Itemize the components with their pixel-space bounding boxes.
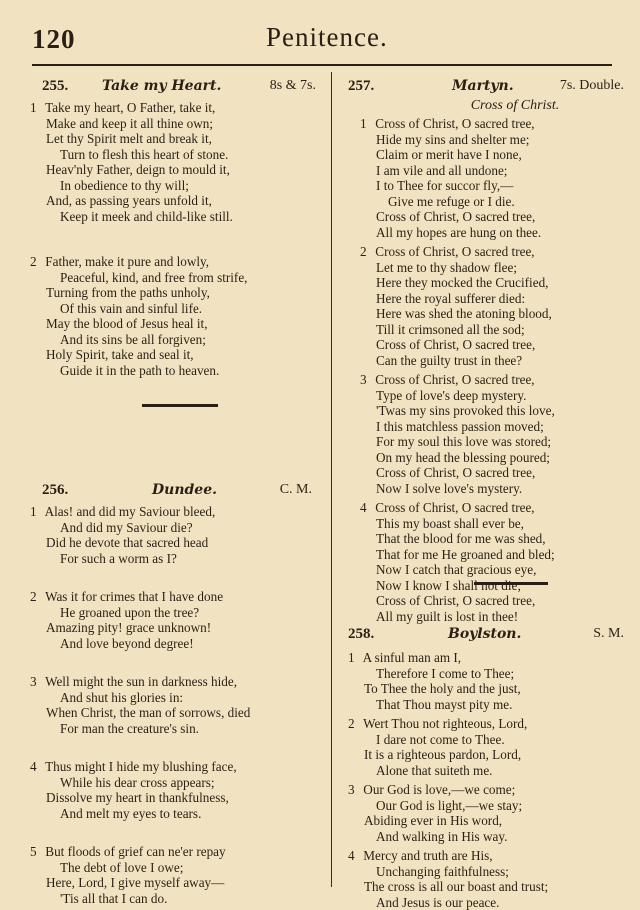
verse-number: 1 xyxy=(348,650,355,665)
hymn-separator xyxy=(142,404,218,407)
verse-line: Father, make it pure and lowly, xyxy=(45,254,210,269)
hymn-heading xyxy=(344,626,626,646)
verse-number: 2 xyxy=(348,716,355,731)
verse-line: When Christ, the man of sorrows, died xyxy=(46,705,251,720)
verse-line: Well might the sun in darkness hide, xyxy=(45,674,238,689)
verse-line: Unchanging faithfulness; xyxy=(376,863,509,879)
verse-line: The debt of love I owe; xyxy=(60,859,184,875)
verse-line: Type of love's deep mystery. xyxy=(376,387,527,403)
hymn-heading xyxy=(30,78,322,98)
verse-line: For man the creature's sin. xyxy=(60,720,199,736)
verse-line: And shut his glories in: xyxy=(60,689,184,705)
hymn-tune: Take my Heart. xyxy=(102,78,222,94)
page-number: 120 xyxy=(32,24,76,54)
verse-line: In obedience to thy will; xyxy=(60,177,189,193)
hymn-tune: Martyn. xyxy=(452,78,514,94)
verse-line: 'Twas my sins provoked this love, xyxy=(376,403,555,418)
verse-line: I this matchless passion moved; xyxy=(376,418,544,434)
verse-line: Now I solve love's mystery. xyxy=(376,480,523,496)
verse-line: Cross of Christ, O sacred tree, xyxy=(376,209,536,224)
verse-line: On my head the blessing poured; xyxy=(376,449,550,465)
verse-line: Holy Spirit, take and seal it, xyxy=(46,347,194,362)
verse-number: 4 xyxy=(348,848,355,863)
verse xyxy=(30,844,322,906)
verse xyxy=(344,500,626,624)
verse-number: 2 xyxy=(30,254,37,269)
verse xyxy=(30,589,322,651)
verse-line: Here they mocked the Crucified, xyxy=(376,275,549,290)
verse-line: Hide my sins and shelter me; xyxy=(376,131,530,147)
verse-line: Heav'nly Father, deign to mould it, xyxy=(46,162,230,177)
verse-line: He groaned upon the tree? xyxy=(60,604,200,620)
verse-line: Did he devote that sacred head xyxy=(46,535,209,550)
verse-line: Turn to flesh this heart of stone. xyxy=(60,146,229,162)
verse-line: Peaceful, kind, and free from strife, xyxy=(60,269,248,285)
verse-line: Let me to thy shadow flee; xyxy=(376,259,517,275)
verse-line: Dissolve my heart in thankfulness, xyxy=(46,790,229,805)
verse xyxy=(344,848,626,910)
verse-line: And walking in His way. xyxy=(376,828,508,844)
verse-line: Can the guilty trust in thee? xyxy=(376,352,523,368)
verse xyxy=(344,716,626,778)
verse-line: Give me refuge or I die. xyxy=(388,193,515,209)
verse-line: Alone that suiteth me. xyxy=(376,762,493,778)
verse-line: For such a worm as I? xyxy=(60,550,177,566)
verse-line: Cross of Christ, O sacred tree, xyxy=(375,500,535,515)
verse xyxy=(30,100,322,224)
verse-line: Mercy and truth are His, xyxy=(363,848,493,863)
verse-line: Was it for crimes that I have done xyxy=(45,589,224,604)
hymn-heading xyxy=(30,482,322,502)
verse-number: 1 xyxy=(30,100,37,115)
header-rule xyxy=(32,64,612,66)
verse xyxy=(344,116,626,240)
verse-line: Till it crimsoned all the sod; xyxy=(376,321,525,337)
verse-line: All my hopes are hung on thee. xyxy=(376,224,542,240)
verse-number: 3 xyxy=(30,674,37,689)
verse-line: Cross of Christ, O sacred tree, xyxy=(376,465,536,480)
verse-line: And did my Saviour die? xyxy=(60,519,193,535)
verse-line: Keep it meek and child-like still. xyxy=(60,208,233,224)
verse-line: Cross of Christ, O sacred tree, xyxy=(376,593,536,608)
verse-number: 4 xyxy=(360,500,367,515)
hymn-tune: Dundee. xyxy=(152,482,217,498)
verse-line: I to Thee for succor fly,— xyxy=(376,178,514,193)
verse-line: And its sins be all forgiven; xyxy=(60,331,206,347)
verse-line: Cross of Christ, O sacred tree, xyxy=(376,337,536,352)
verse-line: The cross is all our boast and trust; xyxy=(364,879,549,894)
verse xyxy=(30,254,322,378)
verse-number: 4 xyxy=(30,759,37,774)
verse-line: This my boast shall ever be, xyxy=(376,515,524,531)
verse-line: Now I know I shall not die; xyxy=(376,577,522,593)
verse xyxy=(30,759,322,821)
verse xyxy=(30,504,322,566)
verse-line: 'Tis all that I can do. xyxy=(60,890,168,906)
verse-line: While his dear cross appears; xyxy=(60,774,215,790)
verse-line: Therefore I come to Thee; xyxy=(376,665,515,681)
verse-line: Cross of Christ, O sacred tree, xyxy=(375,116,535,131)
verse-line: That for me He groaned and bled; xyxy=(376,546,555,562)
column-divider xyxy=(331,72,332,887)
hymn-256 xyxy=(30,482,322,906)
verse-number: 1 xyxy=(30,504,37,519)
verse-line: All my guilt is lost in thee! xyxy=(376,608,519,624)
verse-number: 2 xyxy=(360,244,367,259)
hymn-separator xyxy=(474,582,548,585)
verse-line: Our God is light,—we stay; xyxy=(376,797,523,813)
verse-line: And Jesus is our peace. xyxy=(376,894,500,910)
verse xyxy=(344,650,626,712)
verse-number: 2 xyxy=(30,589,37,604)
verse-line: That the blood for me was shed, xyxy=(376,531,546,546)
page-title: Penitence. xyxy=(266,22,388,52)
verse-line: And love beyond degree! xyxy=(60,635,194,651)
verse-number: 3 xyxy=(360,372,367,387)
verse-line: Of this vain and sinful life. xyxy=(60,300,203,316)
verse-line: And, as passing years unfold it, xyxy=(46,193,212,208)
hymn-number: 255. xyxy=(42,78,69,94)
verse-line: That Thou mayst pity me. xyxy=(376,696,513,712)
verse-number: 5 xyxy=(30,844,37,859)
verse-line: To Thee the holy and the just, xyxy=(364,681,521,696)
verse-line: Wert Thou not righteous, Lord, xyxy=(363,716,528,731)
verse-line: Here the royal sufferer died: xyxy=(376,290,526,306)
verse-line: Cross of Christ, O sacred tree, xyxy=(375,244,535,259)
verse-line: Here, Lord, I give myself away— xyxy=(46,875,225,890)
verse-line: Now I catch that gracious eye, xyxy=(376,562,537,577)
verse-line: Here was shed the atoning blood, xyxy=(376,306,552,321)
verse xyxy=(344,782,626,844)
verse-line: Thus might I hide my blushing face, xyxy=(45,759,237,774)
verse-line: I dare not come to Thee. xyxy=(376,731,505,747)
verse-line: May the blood of Jesus heal it, xyxy=(46,316,208,331)
hymn-258 xyxy=(344,626,626,910)
hymn-meter: 8s & 7s. xyxy=(269,78,316,93)
verse-line: For my soul this love was stored; xyxy=(376,434,552,449)
verse xyxy=(344,244,626,368)
verse-line: A sinful man am I, xyxy=(362,650,462,665)
verse-line: Take my heart, O Father, take it, xyxy=(45,100,216,115)
hymn-number: 256. xyxy=(42,482,69,498)
verse-line: Alas! and did my Saviour bleed, xyxy=(44,504,216,519)
verse-line: Guide it in the path to heaven. xyxy=(60,362,220,378)
hymn-meter: S. M. xyxy=(593,626,624,641)
hymn-255 xyxy=(30,78,322,378)
verse-line: Amazing pity! grace unknown! xyxy=(46,620,212,635)
hymn-subtitle: Cross of Christ. xyxy=(470,98,560,113)
hymn-heading xyxy=(344,78,626,98)
verse-line: Turning from the paths unholy, xyxy=(46,285,210,300)
hymn-257 xyxy=(344,78,626,624)
verse-line: And melt my eyes to tears. xyxy=(60,805,202,821)
verse-line: Abiding ever in His word, xyxy=(364,813,503,828)
verse-number: 1 xyxy=(360,116,367,131)
verse-line: It is a righteous pardon, Lord, xyxy=(364,747,522,762)
hymn-meter: 7s. Double. xyxy=(559,78,624,93)
verse-line: Our God is love,—we come; xyxy=(363,782,516,797)
hymn-tune: Boylston. xyxy=(448,626,522,642)
verse-line: Cross of Christ, O sacred tree, xyxy=(375,372,535,387)
verse xyxy=(344,372,626,496)
verse-line: Let thy Spirit melt and break it, xyxy=(46,131,212,146)
verse-line: Claim or merit have I none, xyxy=(376,147,522,162)
verse-line: But floods of grief can ne'er repay xyxy=(45,844,226,859)
hymn-number: 257. xyxy=(348,78,375,94)
hymn-number: 258. xyxy=(348,626,375,642)
verse-line: Make and keep it all thine own; xyxy=(46,115,213,131)
verse-line: I am vile and all undone; xyxy=(376,162,508,178)
hymn-meter: C. M. xyxy=(279,482,312,497)
verse xyxy=(30,674,322,736)
verse-number: 3 xyxy=(348,782,355,797)
